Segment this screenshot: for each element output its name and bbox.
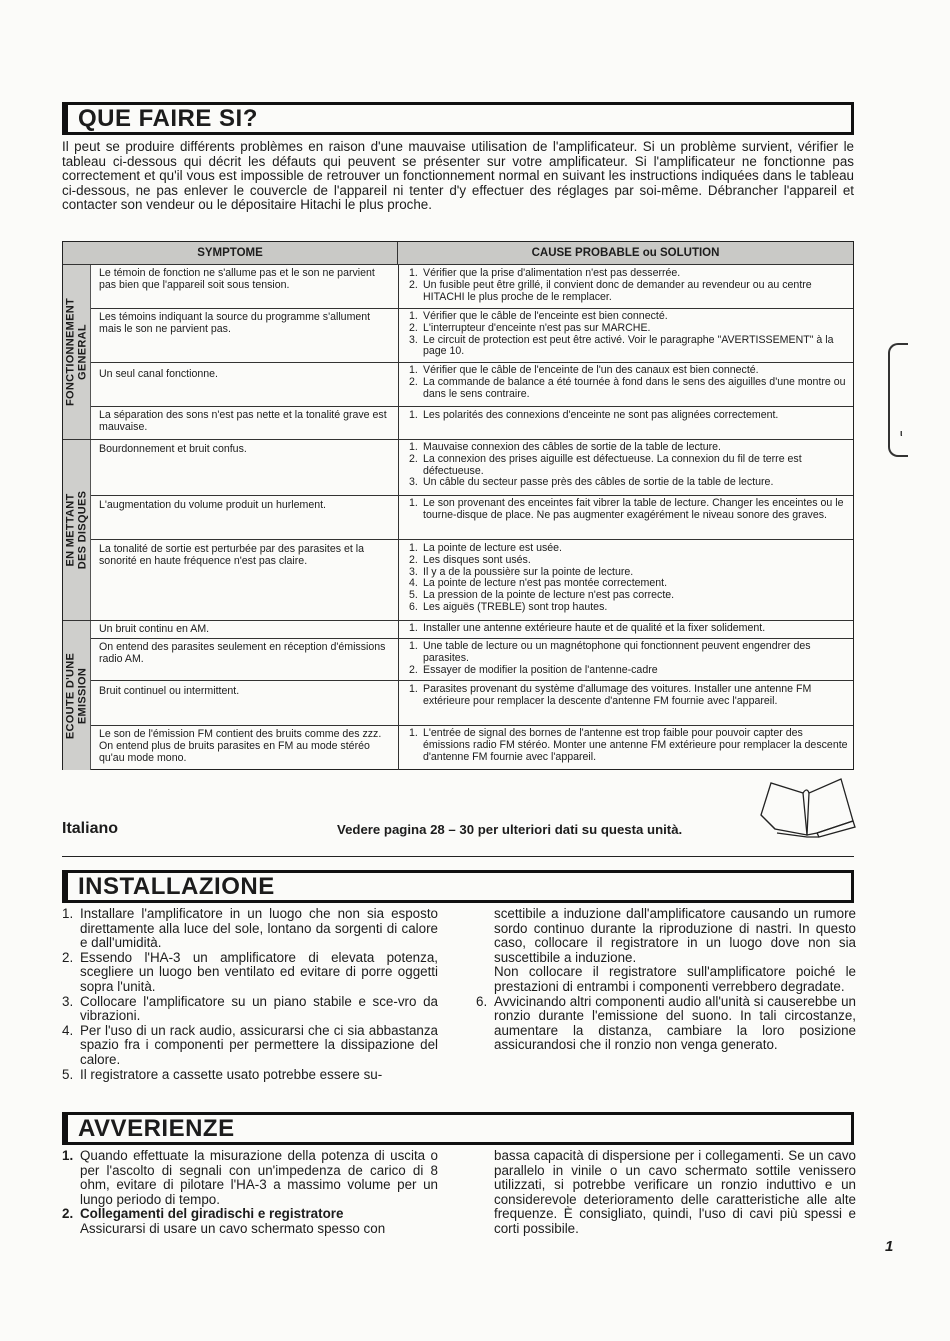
list-item-continued: bassa capacità di dispersione per i collegamenti. Se un cavo parallelo in vinile o un cavo schermato sottile venissero utilizzati, si potrebbe verificare un ronzio induttivo e un considerevole deterioramento delle caratteristiche alle alte frequenze. È consigliato, quindi, l'uso di cavi più spessi e corti possibile.: [494, 1148, 856, 1236]
row-divider: [91, 725, 853, 726]
group-label-emission: ECOUTE D'UNE EMISSION: [63, 620, 91, 770]
table-row-symptom: Bourdonnement et bruit confus.: [99, 443, 247, 455]
table-row-symptom: On entend des parasites seulement en réception d'émissions radio AM.: [99, 641, 386, 665]
table-row-symptom: Le témoin de fonction ne s'allume pas et le son ne parvient pas bien que l'appareil soit sous tension.: [99, 267, 375, 291]
row-divider: [91, 362, 853, 363]
table-row-causes: 1. Mauvaise connexion des câbles de sortie de la table de lecture. 2. La connexion des prises aiguille est défectueuse. La connexion du fil de terre est défectueuse. 3. Un câble du secteur passe près des câbles de sortie de la table de lecture.: [409, 441, 802, 489]
table-row-causes: 1. Le son provenant des enceintes fait vibrer la table de lecture. Changer les enceintes ou le tourne-disque de place. Ne pas augmenter exagérément le niveau sonore des graves.: [409, 497, 844, 521]
side-tab-label: ι: [900, 428, 903, 438]
list-item-continued: Non collocare il registratore sull'amplificatore poiché le prestazioni di entrambi i componenti verrebbero degradate.: [494, 964, 856, 994]
table-row-symptom: La tonalité de sortie est perturbée par des parasites et la sonorité en haute fréquence n'est pas claire.: [99, 543, 365, 567]
list-item: 2. Collegamenti del giradischi e registratore Assicurarsi di usare un cavo schermato spesso con: [62, 1206, 386, 1236]
row-divider: [91, 680, 853, 681]
table-row-causes: 1. Une table de lecture ou un magnétophone qui fonctionnent peuvent engendrer des parasites. 2. Essayer de modifier la position de l'antenne-cadre: [409, 640, 811, 676]
list-item: 6. Avvicinando altri componenti audio all'unità si causerebbe un ronzio durante l'emissione del suono. In tali circostanze, aumentare la distanza, cambiare la loro posizione assicurandosi che il ronzio non venga generato.: [476, 993, 856, 1053]
open-book-icon: [757, 775, 857, 839]
row-divider: [63, 439, 853, 440]
list-item: 2. Essendo l'HA-3 un amplificatore di elevata potenza, scegliere un luogo ben ventilato ed evitare di porre oggetti sopra l'unità.: [62, 949, 438, 994]
header-cause: CAUSE PROBABLE ou SOLUTION: [531, 247, 720, 259]
table-row-symptom: L'augmentation du volume produit un hurlement.: [99, 499, 326, 511]
table-row-causes: 1. L'entrée de signal des bornes de l'antenne est trop faible pour pouvoir capter des émissions radio FM stéréo. Monter une antenne FM extérieure pour remplacer la descente d'antenne FM fournie avec l'appareil.: [409, 727, 848, 763]
page-number: 1: [885, 1238, 894, 1255]
row-divider: [91, 406, 853, 407]
table-row-symptom: Bruit continuel ou intermittent.: [99, 685, 240, 697]
avverienze-right-column: [476, 1149, 856, 1237]
section-title-que-faire: QUE FAIRE SI?: [62, 102, 854, 135]
header-symptom: SYMPTOME: [63, 242, 398, 265]
section-title-avverienze: AVVERIENZE: [62, 1112, 854, 1145]
table-row-causes: 1. Installer une antenne extérieure haute et de qualité et la fixer solidement.: [409, 622, 766, 634]
table-row-causes: 1. Vérifier que la prise d'alimentation n'est pas desserrée. 2. Un fusible peut être grillé, il convient donc de demander au revendeur ou au centre HITACHI le plus proche de le remplacer.: [409, 267, 812, 303]
list-item-continued: scettibile a induzione dall'amplificatore causando un rumore sordo continuo durante la riproduzione di nastri. In questo caso, collocare il registratore in un luogo dove non sia suscettibile a induzione.: [494, 906, 856, 965]
list-item: 3. Collocare l'amplificatore su un piano stabile e sce-vro da vibrazioni.: [62, 993, 438, 1024]
table-row-symptom: La séparation des sons n'est pas nette et la tonalité grave est mauvaise.: [99, 409, 387, 433]
language-heading: Italiano: [62, 820, 119, 837]
list-item: 4. Per l'uso di un rack audio, assicurarsi che ci sia abbastanza spazio fra i componenti per permettere la dissipazione del calore.: [62, 1022, 438, 1067]
table-row-causes: 1. Les polarités des connexions d'enceinte ne sont pas alignées correctement.: [409, 409, 779, 421]
row-divider: [91, 638, 853, 639]
list-item: 5. Il registratore a cassette usato potrebbe essere su-: [62, 1066, 383, 1082]
installazione-right-column: [476, 907, 856, 1053]
avverienze-left-column: [62, 1149, 438, 1237]
table-row-causes: 1. La pointe de lecture est usée. 2. Les disques sont usés. 3. Il y a de la poussière sur la pointe de lecture. 4. La pointe de lecture n'est pas montée correctement. 5. La pression de la pointe de lecture n'est pas correcte. 6. Les aiguës (TREBLE) sont trop hautes.: [409, 542, 675, 613]
group-label-disques: EN METTANT DES DISQUES: [63, 439, 91, 620]
language-rule: [62, 856, 854, 857]
row-divider: [91, 308, 853, 309]
group-label-general: FONCTIONNEMENT GENERAL: [63, 265, 91, 439]
table-row-symptom: Les témoins indiquant la source du programme s'allument mais le son ne parvient pas.: [99, 311, 371, 335]
installazione-left-column: [62, 907, 438, 1082]
list-item: 1. Quando effettuate la misurazione della potenza di uscita o per l'ascolto di segnali con un'impedenza de carico di 8 ohm, evitare di pilotare l'HA-3 a massimo volume per un lungo periodo di tempo.: [62, 1148, 438, 1207]
table-row-symptom: Un bruit continu en AM.: [99, 623, 210, 635]
list-item: 1. Installare l'amplificatore in un luogo che non sia esposto direttamente alla luce del sole, lontano da sorgenti di calore e dall'umidità.: [62, 906, 438, 951]
table-row-causes: 1. Parasites provenant du système d'allumage des voitures. Installer une antenne FM extérieure pour remplacer la descente d'antenne FM fournie avec l'appareil.: [409, 683, 812, 707]
side-tab-bracket: [888, 343, 908, 457]
row-divider: [63, 620, 853, 621]
table-header: [63, 242, 853, 265]
table-row-causes: 1. Vérifier que le câble de l'enceinte est bien connecté. 2. L'interrupteur d'enceinte n'est pas sur MARCHE. 3. Le circuit de protection est peut être activé. Voir le paragraphe "AVERTISSEMENT" à la page 10.: [409, 310, 834, 358]
intro-paragraph: Il peut se produire différents problèmes en raison d'une mauvaise utilisation de l'amplificateur. Si un problème survient, vérifier le tableau ci-dessous qui décrit les défauts qui peuvent se présenter sur votre amplificateur. Si l'amplificateur ne fonctionne pas correctement et qu'il vous est impossible de retrouver un fonctionnement normal en suivant les instructions indiquées dans le tableau ci-dessous, ne pas enlever le couvercle de l'appareil ni tenter d'y effectuer des réglages par soi-même. Débrancher l'appareil et contacter son vendeur ou le dépositaire Hitachi le plus proche.: [62, 139, 854, 213]
table-row-symptom: Le son de l'émission FM contient des bruits comme des zzz. On entend plus de bruits parasites en FM au mode stéréo qu'au mode mono.: [99, 728, 382, 764]
table-row-symptom: Un seul canal fonctionne.: [99, 368, 218, 380]
see-also-note: Vedere pagina 28 – 30 per ulteriori dati su questa unità.: [337, 822, 683, 837]
table-row-causes: 1. Vérifier que le câble de l'enceinte de l'un des canaux est bien connecté. 2. La commande de balance a été tournée à fond dans le sens des aiguilles d'une montre ou dans le sens contraire.: [409, 364, 846, 400]
section-title-installazione: INSTALLAZIONE: [62, 870, 854, 903]
row-divider: [91, 539, 853, 540]
column-divider: [398, 265, 399, 770]
row-divider: [91, 495, 853, 496]
troubleshooting-table: [62, 241, 854, 770]
